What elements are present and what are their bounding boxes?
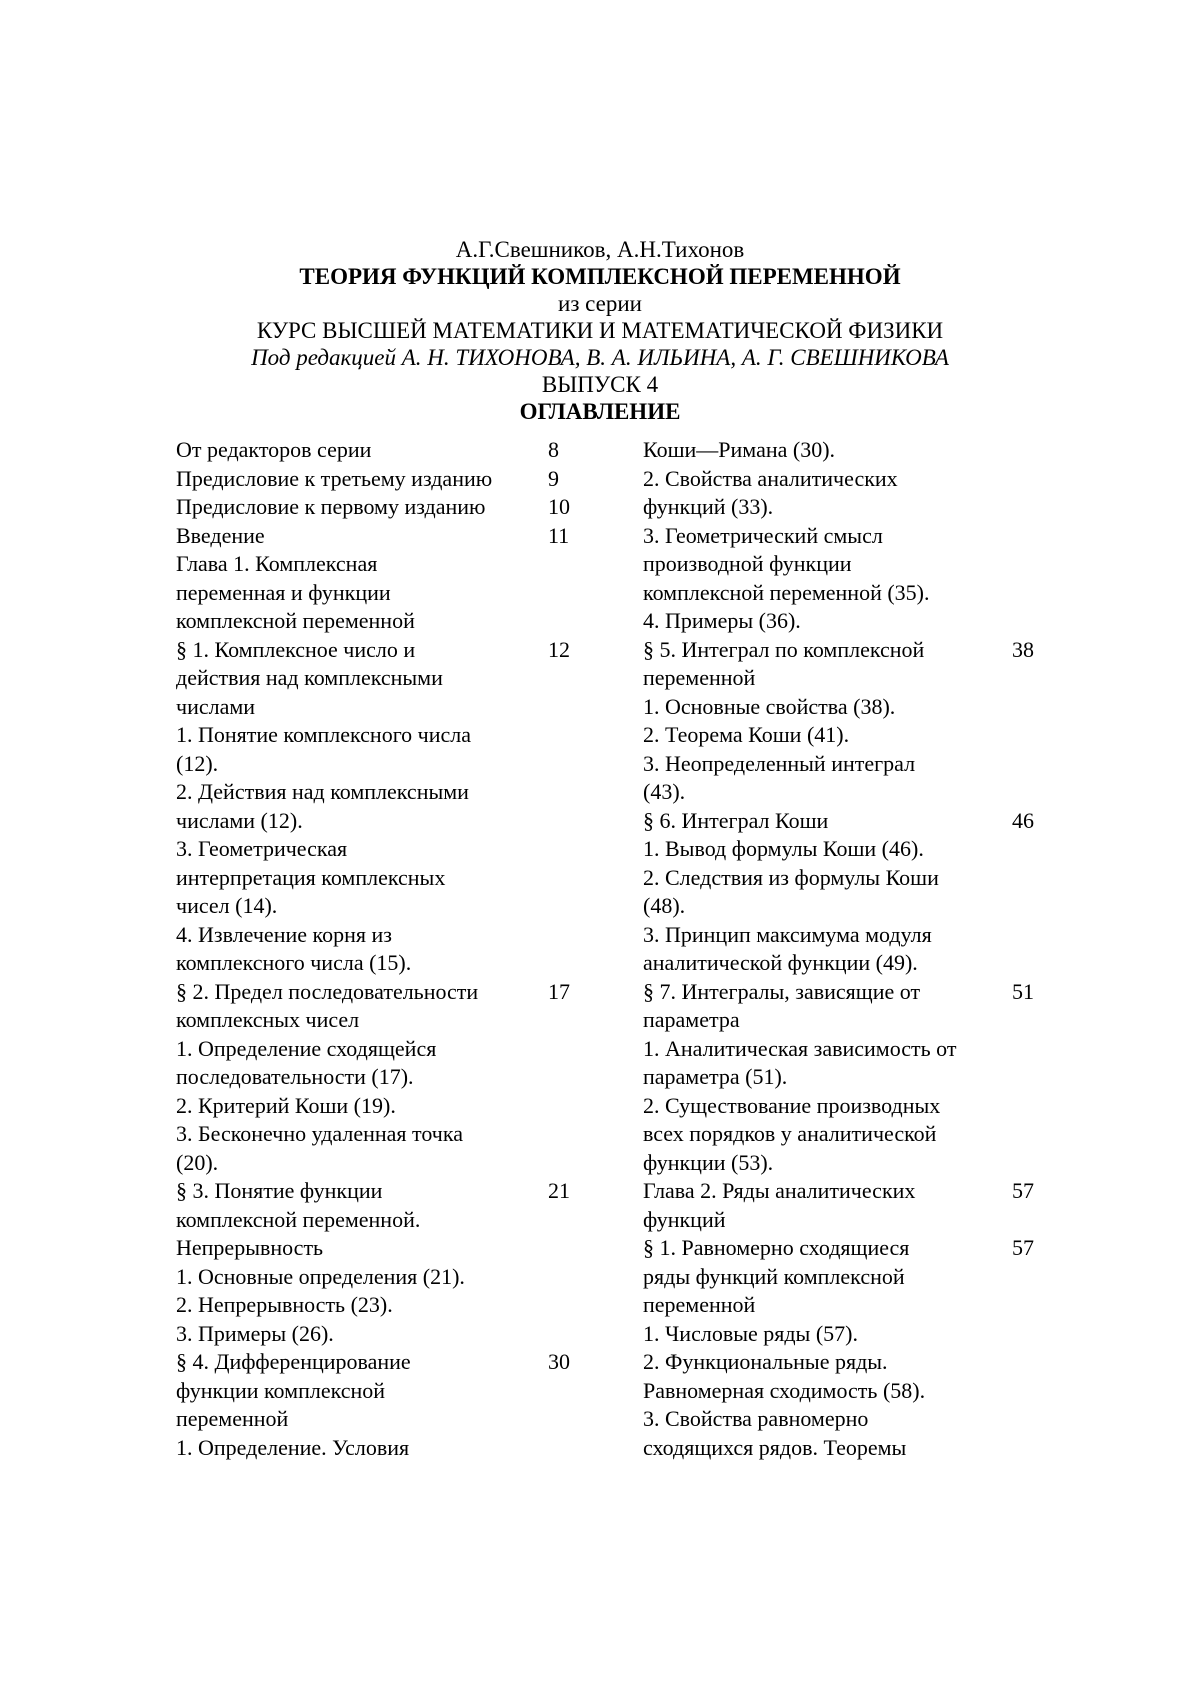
toc-page-number: 57 [1012, 1178, 1034, 1203]
toc-entry [176, 1291, 596, 1320]
toc-entry-line: аналитической функции (49). [643, 950, 918, 975]
toc-entry-line: 2. Функциональные ряды. [643, 1349, 888, 1374]
toc-entry-line: 3. Геометрический смысл [643, 522, 883, 548]
toc-entry [643, 807, 1063, 836]
toc-entry-line: 3. Принцип максимума модуля [643, 921, 932, 947]
editors-line: Под редакцией А. Н. ТИХОНОВА, В. А. ИЛЬИНА, А. Г. СВЕШНИКОВА [251, 345, 949, 370]
issue-number: ВЫПУСК 4 [541, 372, 659, 397]
toc-entry [176, 1263, 596, 1292]
toc-entry-line: Непрерывность [176, 1235, 324, 1260]
toc-entry [176, 1035, 596, 1092]
toc-entry-line: комплексных чисел [176, 1007, 360, 1032]
toc-entry-line: производной функции [643, 551, 852, 576]
toc-entry-line: Коши—Римана (30). [643, 437, 836, 462]
toc-entry-line: переменной [643, 665, 756, 690]
toc-entry-line: 2. Теорема Коши (41). [643, 722, 850, 747]
toc-entry [643, 978, 1063, 1035]
toc-entry [643, 835, 1063, 864]
toc-entry-line: функций (33). [643, 494, 774, 519]
toc-entry-line: функции (53). [643, 1149, 774, 1175]
toc-entry-line: Глава 1. Комплексная [176, 551, 378, 576]
toc-entry-line: 3. Геометрическая [176, 836, 348, 861]
toc-entry [176, 436, 596, 465]
toc-entry [643, 522, 1063, 608]
toc-entry-line: 2. Свойства аналитических [643, 465, 898, 491]
toc-entry-line: комплексного числа (15). [176, 950, 412, 975]
toc-entry [643, 1092, 1063, 1178]
toc-entry-line: (12). [176, 750, 219, 776]
toc-entry [176, 636, 596, 722]
toc-entry-line: Введение [176, 522, 265, 548]
toc-entry-line: 2. Непрерывность (23). [176, 1292, 393, 1317]
toc-entry-line: комплексной переменной. [176, 1206, 421, 1232]
toc-entry-line: последовательности (17). [176, 1064, 414, 1089]
toc-entry [643, 1320, 1063, 1349]
toc-entry [176, 1092, 596, 1121]
toc-entry [643, 1035, 1063, 1092]
toc-entry [176, 1177, 596, 1263]
toc-right-column [643, 436, 1063, 1462]
toc-entry [176, 778, 596, 835]
toc-entry-line: 1. Основные определения (21). [176, 1263, 465, 1289]
toc-entry [176, 978, 596, 1035]
toc-page-number: 21 [548, 1178, 570, 1203]
toc-entry [176, 1120, 596, 1177]
toc-entry-line: 1. Понятие комплексного числа [176, 722, 472, 747]
toc-entry-line: Предисловие к третьему изданию [176, 465, 493, 491]
toc-entry-line: переменная и функции [176, 579, 391, 605]
toc-entry-line: 3. Свойства равномерно [643, 1406, 869, 1431]
toc-entry-line: 4. Примеры (36). [643, 608, 801, 633]
toc-entry [176, 921, 596, 978]
toc-entry [643, 750, 1063, 807]
toc-page-number: 11 [548, 522, 570, 548]
toc-page-number: 12 [548, 636, 570, 662]
toc-entry [643, 1405, 1063, 1462]
toc-entry-line: комплексной переменной (35). [643, 579, 930, 605]
toc-entry-line: функции комплексной [176, 1377, 386, 1403]
toc-entry-line: всех порядков у аналитической [643, 1121, 937, 1146]
toc-entry [643, 721, 1063, 750]
toc-entry [176, 550, 596, 636]
toc-entry [643, 1348, 1063, 1405]
toc-entry [643, 693, 1063, 722]
toc-entry-line: функций [643, 1206, 726, 1232]
toc-entry [643, 864, 1063, 921]
toc-entry-line: Равномерная сходимость (58). [643, 1377, 926, 1403]
document-header [0, 236, 1200, 426]
toc-entry [643, 607, 1063, 636]
toc-entry-line: переменной [176, 1406, 289, 1431]
toc-entry-line: (20). [176, 1149, 219, 1175]
toc-entry-line: комплексной переменной [176, 608, 415, 633]
toc-entry [643, 636, 1063, 693]
toc-entry-line: § 5. Интеграл по комплексной [643, 636, 925, 662]
toc-entry-line: интерпретация комплексных [176, 864, 446, 890]
toc-entry-line: 1. Основные свойства (38). [643, 693, 896, 719]
toc-entry [643, 921, 1063, 978]
toc-page-number: 30 [548, 1349, 570, 1374]
toc-entry-line: 2. Существование производных [643, 1092, 941, 1118]
toc-entry [176, 835, 596, 921]
series-prefix: из серии [558, 291, 642, 316]
toc-page-number: 46 [1012, 807, 1034, 833]
toc-left-column [176, 436, 596, 1462]
toc-entry [176, 1348, 596, 1434]
toc-entry-line: 3. Примеры (26). [176, 1320, 334, 1346]
toc-page-number: 57 [1012, 1235, 1034, 1260]
toc-entry [176, 721, 596, 778]
toc-entry-line: § 4. Дифференцирование [176, 1349, 411, 1374]
toc-entry [643, 465, 1063, 522]
toc-entry [176, 465, 596, 494]
toc-entry-line: 2. Действия над комплексными [176, 779, 469, 804]
toc-entry-line: § 1. Комплексное число и [176, 636, 416, 662]
series-name: КУРС ВЫСШЕЙ МАТЕМАТИКИ И МАТЕМАТИЧЕСКОЙ ФИЗИКИ [256, 318, 944, 343]
toc-entry [643, 1234, 1063, 1320]
toc-entry-line: 1. Аналитическая зависимость от [643, 1035, 957, 1061]
toc-entry-line: § 7. Интегралы, зависящие от [643, 978, 921, 1004]
toc-entry-line: 4. Извлечение корня из [176, 921, 392, 947]
toc-entry-line: ряды функций комплексной [643, 1263, 905, 1289]
toc-entry-line: 2. Следствия из формулы Коши [643, 864, 939, 890]
toc-page-number: 10 [548, 494, 570, 519]
toc-entry-line: 1. Вывод формулы Коши (46). [643, 836, 924, 861]
toc-entry-line: переменной [643, 1292, 756, 1317]
toc-entry-line: Глава 2. Ряды аналитических [643, 1178, 916, 1203]
toc-entry [176, 522, 596, 551]
toc-page-number: 51 [1012, 978, 1034, 1004]
toc-entry-line: 1. Определение. Условия [176, 1434, 410, 1460]
toc-entry-line: От редакторов серии [176, 437, 372, 462]
toc-entry [643, 1177, 1063, 1234]
toc-entry-line: § 3. Понятие функции [176, 1178, 383, 1203]
toc-entry-line: 1. Определение сходящейся [176, 1035, 437, 1061]
toc-entry-line: Предисловие к первому изданию [176, 494, 486, 519]
toc-entry-line: 3. Бесконечно удаленная точка [176, 1121, 463, 1146]
book-title: ТЕОРИЯ ФУНКЦИЙ КОМПЛЕКСНОЙ ПЕРЕМЕННОЙ [299, 264, 901, 289]
toc-entry-line: (48). [643, 893, 686, 918]
toc-entry-line: § 1. Равномерно сходящиеся [643, 1235, 910, 1260]
toc-entry-line: числами [176, 693, 256, 719]
toc-entry [176, 1320, 596, 1349]
toc-entry-line: параметра (51). [643, 1064, 788, 1089]
toc-entry-line: параметра [643, 1007, 740, 1032]
toc-heading: ОГЛАВЛЕНИЕ [519, 399, 681, 424]
toc-page-number: 17 [548, 978, 570, 1004]
toc-entry-line: § 6. Интеграл Коши [643, 807, 829, 833]
toc-entry [176, 493, 596, 522]
toc-page-number: 8 [548, 437, 559, 462]
toc-entry [643, 436, 1063, 465]
toc-entry-line: числами (12). [176, 807, 303, 833]
toc-page-number: 38 [1012, 636, 1034, 662]
toc-entry-line: 2. Критерий Коши (19). [176, 1092, 396, 1118]
toc-entry-line: (43). [643, 779, 686, 804]
authors: А.Г.Свешников, А.Н.Тихонов [455, 237, 745, 262]
toc-entry-line: чисел (14). [176, 893, 278, 918]
toc-entry-line: § 2. Предел последовательности [176, 978, 479, 1004]
toc-entry-line: 3. Неопределенный интеграл [643, 750, 916, 776]
toc-entry-line: 1. Числовые ряды (57). [643, 1320, 858, 1346]
toc-page-number: 9 [548, 465, 559, 491]
toc-entry-line: сходящихся рядов. Теоремы [643, 1434, 907, 1460]
toc-entry-line: действия над комплексными [176, 665, 443, 690]
toc-entry [176, 1434, 596, 1463]
